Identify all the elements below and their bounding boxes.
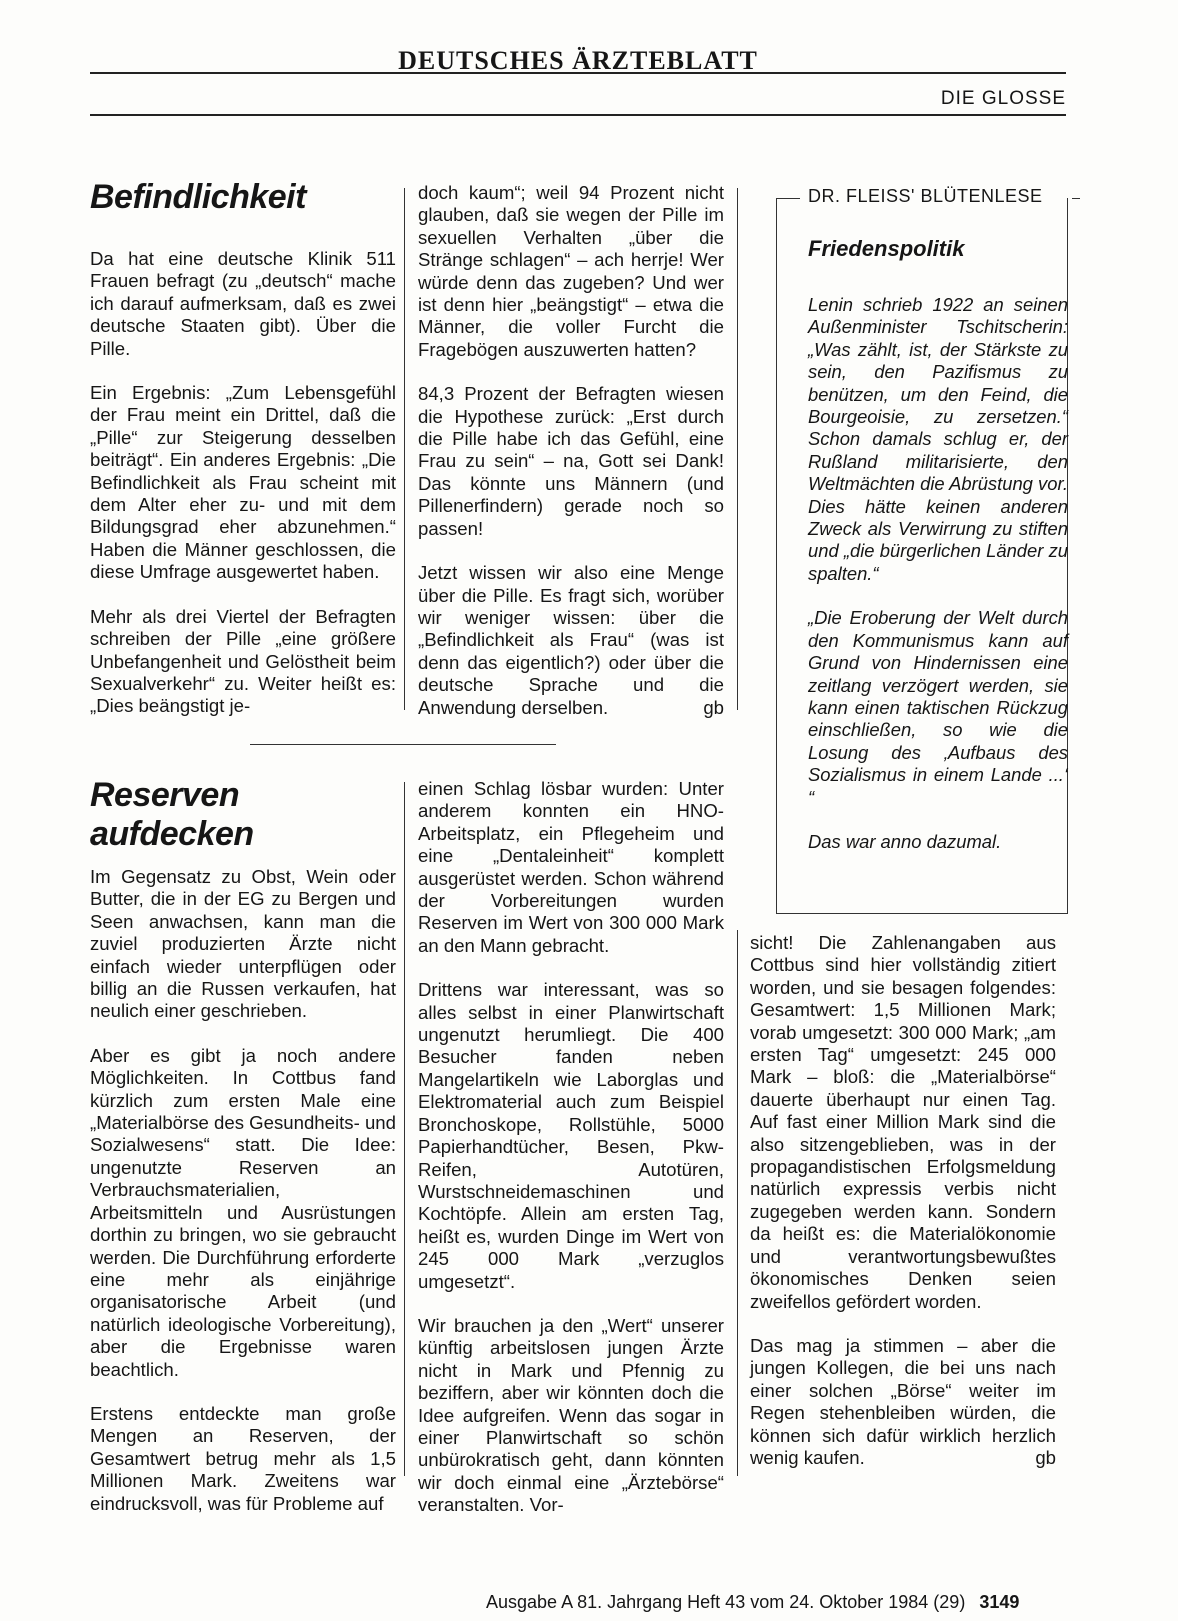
paragraph: einen Schlag lösbar wurden: Unter anderem konnten ein HNO-Arbeitsplatz, ein Pflegeheim und eine „Dentaleinheit“ komplett ausgerüstet werden. Schon während der Vorbereitungen wurden Reserven im Wert von 300 000 Mark an den Mann gebracht. [418,778,724,956]
article1-title: Befindlichkeit [90,178,306,216]
article1-col2 [418,182,724,741]
paragraph: Im Gegensatz zu Obst, Wein oder Butter, die in der EG zu Bergen und Seen anwachsen, kann man die zuviel produzierten Ärzte nicht einfach wieder unterpflügen oder billig an die Russen verkaufen, hat neulich einer geschrieben. [90,866,396,1022]
paragraph: Ein Ergebnis: „Zum Lebensgefühl der Frau meint ein Drittel, daß die „Pille“ zur Steigerung desselben beiträgt“. Ein anderes Ergebnis: „Die Befindlichkeit als Frau scheint mit dem Alter eher zu- und mit dem Bildungsgrad eher abzunehmen.“ Haben die Männer geschlossen, die diese Umfrage ausgewertet haben. [90,382,396,583]
article2-title-line: aufdecken [90,815,254,853]
sidebar-text [808,294,1068,875]
article2-col2 [418,778,724,1539]
article2-title [90,776,254,854]
paragraph: Lenin schrieb 1922 an seinen Außenminister Tschitscherin: „Was zählt, ist, der Stärkste zu sein, den Pazifismus zu benützen, um den Feind, die Bourgeoisie, zu zersetzen.“ Schon damals schlug er, der Rußland militarisierte, den Weltmächten die Abrüstung vor. Dies hätte keinen anderen Zweck als Verwirrung zu stiften und „die bürgerlichen Länder zu spalten.“ [808,294,1068,584]
signature: gb [1035,1446,1056,1468]
paragraph: „Die Eroberung der Welt durch den Kommunismus kann auf Grund von Hindernissen eine zeitlang verzögert werden, sie kann einen taktischen Rückzug einschließen, so wie die Losung des ‚Aufbaus des Sozialismus in einem Lande ...‘ “ [808,607,1068,808]
article2-col3 [750,932,1056,1491]
column-divider [737,188,738,710]
paragraph: Mehr als drei Viertel der Befragten schreiben der Pille „eine größere Unbefangenheit und Gelöstheit beim Sexualverkehr“ zu. Weiter heißt es: „Dies beängstigt je- [90,605,396,717]
column-divider [404,782,405,1476]
paragraph: Das war anno dazumal. [808,830,1002,852]
paragraph: Wir brauchen ja den „Wert“ unserer künftig arbeitslosen jungen Ärzte nicht in Mark und Pfennig zu beziffern, aber wir könnten doch die Idee aufgreifen. Wenn das sogar in einer Planwirtschaft so schön unbürokratisch geht, dann könnten wir doch einmal eine „Ärztebörse“ veranstalten. Vor- [418,1314,724,1516]
article-separator [250,744,556,745]
paragraph: Aber es gibt ja noch andere Möglichkeiten. In Cottbus fand kürzlich zum ersten Male eine „Materialbörse des Gesundheits- und Sozialwesens“ statt. Die Idee: ungenutzte Reserven an Verbrauchsmaterialien, Arbeitsmitteln und Ausrüstungen dorthin zu bringen, wo sie gebraucht werden. Die Durchführung erforderte eine mehr als einjährige organisatorische Arbeit (und natürlich ideologische Vorbereitung), aber die Ergebnisse waren beachtlich. [90,1044,396,1380]
issue-info: Ausgabe A 81. Jahrgang Heft 43 vom 24. Oktober 1984 (29) [486,1592,966,1612]
article2-title-line: Reserven [90,776,240,814]
page-number: 3149 [979,1592,1020,1612]
masthead: DEUTSCHES ÄRZTEBLATT [398,46,758,75]
paragraph: doch kaum“; weil 94 Prozent nicht glauben, daß sie wegen der Pille im sexuellen Verhalten „über die Stränge schlagen“ – ach herrje! Wer würde denn das zugeben? Und wer ist denn hier „beängstigt“ – etwa die Männer, die voller Furcht die Fragebögen auszuwerten hatten? [418,182,724,360]
paragraph-text: Das mag ja stimmen – aber die jungen Kollegen, die bei uns nach einer solchen „Börse“ weiter im Regen stehenbleiben würden, die können sich dafür wirklich herzlich wenig kaufen. [750,1334,1056,1468]
sidebar-header: DR. FLEISS' BLÜTENLESE [808,186,1043,206]
paragraph: Drittens war interessant, was so alles selbst in einer Planwirtschaft ungenutzt herumliegt. Die 400 Besucher fanden neben Mangelartikeln wie Laborglas und Elektromaterial auch zum Beispiel Bronchoskope, Rollstühle, 5000 Papierhandtücher, Besen, Pkw-Reifen, Autotüren, Wurstschneidemaschinen und Kochtöpfe. Allein am ersten Tag, heißt es, wurden Dinge im Wert von 245 000 Mark „verzuglos umgesetzt“. [418,979,724,1292]
paragraph: Erstens entdeckte man große Mengen an Reserven, der Gesamtwert betrug mehr als 1,5 Millionen Mark. Zweitens war eindrucksvoll, was für Probleme auf [90,1402,396,1514]
column-divider [737,930,738,1476]
paragraph-text: Jetzt wissen wir also eine Menge über die Pille. Es fragt sich, worüber wir weniger wissen: über die „Befindlichkeit als Frau“ (was ist denn das eigentlich?) oder über die deutsche Sprache und die Anwendung derselben. [418,562,724,718]
paragraph: 84,3 Prozent der Befragten wiesen die Hypothese zurück: „Erst durch die Pille habe ich das Gefühl, eine Frau zu sein“ – na, Gott sei Dank! Das könnte uns Männern (und Pillenerfindern) gerade noch so passen! [418,383,724,539]
sidebar-top-rule [1072,198,1080,199]
section-rule [90,114,1066,116]
article1-col1 [90,248,396,740]
sidebar-title: Friedenspolitik [808,236,965,261]
signature: gb [703,696,724,718]
paragraph [750,1335,1056,1469]
paragraph [418,562,724,719]
column-divider [404,188,405,710]
paragraph: sicht! Die Zahlenangaben aus Cottbus sind hier vollständig zitiert worden, und sie besagen folgendes: Gesamtwert: 1,5 Millionen Mark; vorab umgesetzt: 300 000 Mark; „am ersten Tag“ umgesetzt: 245 000 Mark – bloß: die „Materialbörse“ dauerte überhaupt nur einen Tag. Auf fast einer Million Mark sind die also sitzengeblieben, was in der propagandistischen Erfolgsmeldung natürlich expressis verbis nicht zugegeben werden kann. Sondern da heißt es: die Materialökonomie und verantwortungsbewußtes ökonomisches Denken seien zweifellos gefördert worden. [750,932,1056,1312]
paragraph: Da hat eine deutsche Klinik 511 Frauen befragt (zu „deutsch“ mache ich darauf aufmerksam, daß es zwei deutsche Staaten gibt). Über die Pille. [90,248,396,359]
article2-col1 [90,866,396,1537]
masthead-rule [90,72,1066,74]
section-label: DIE GLOSSE [940,88,1066,109]
sidebar-top-rule [776,198,800,199]
footer [486,1592,1019,1613]
